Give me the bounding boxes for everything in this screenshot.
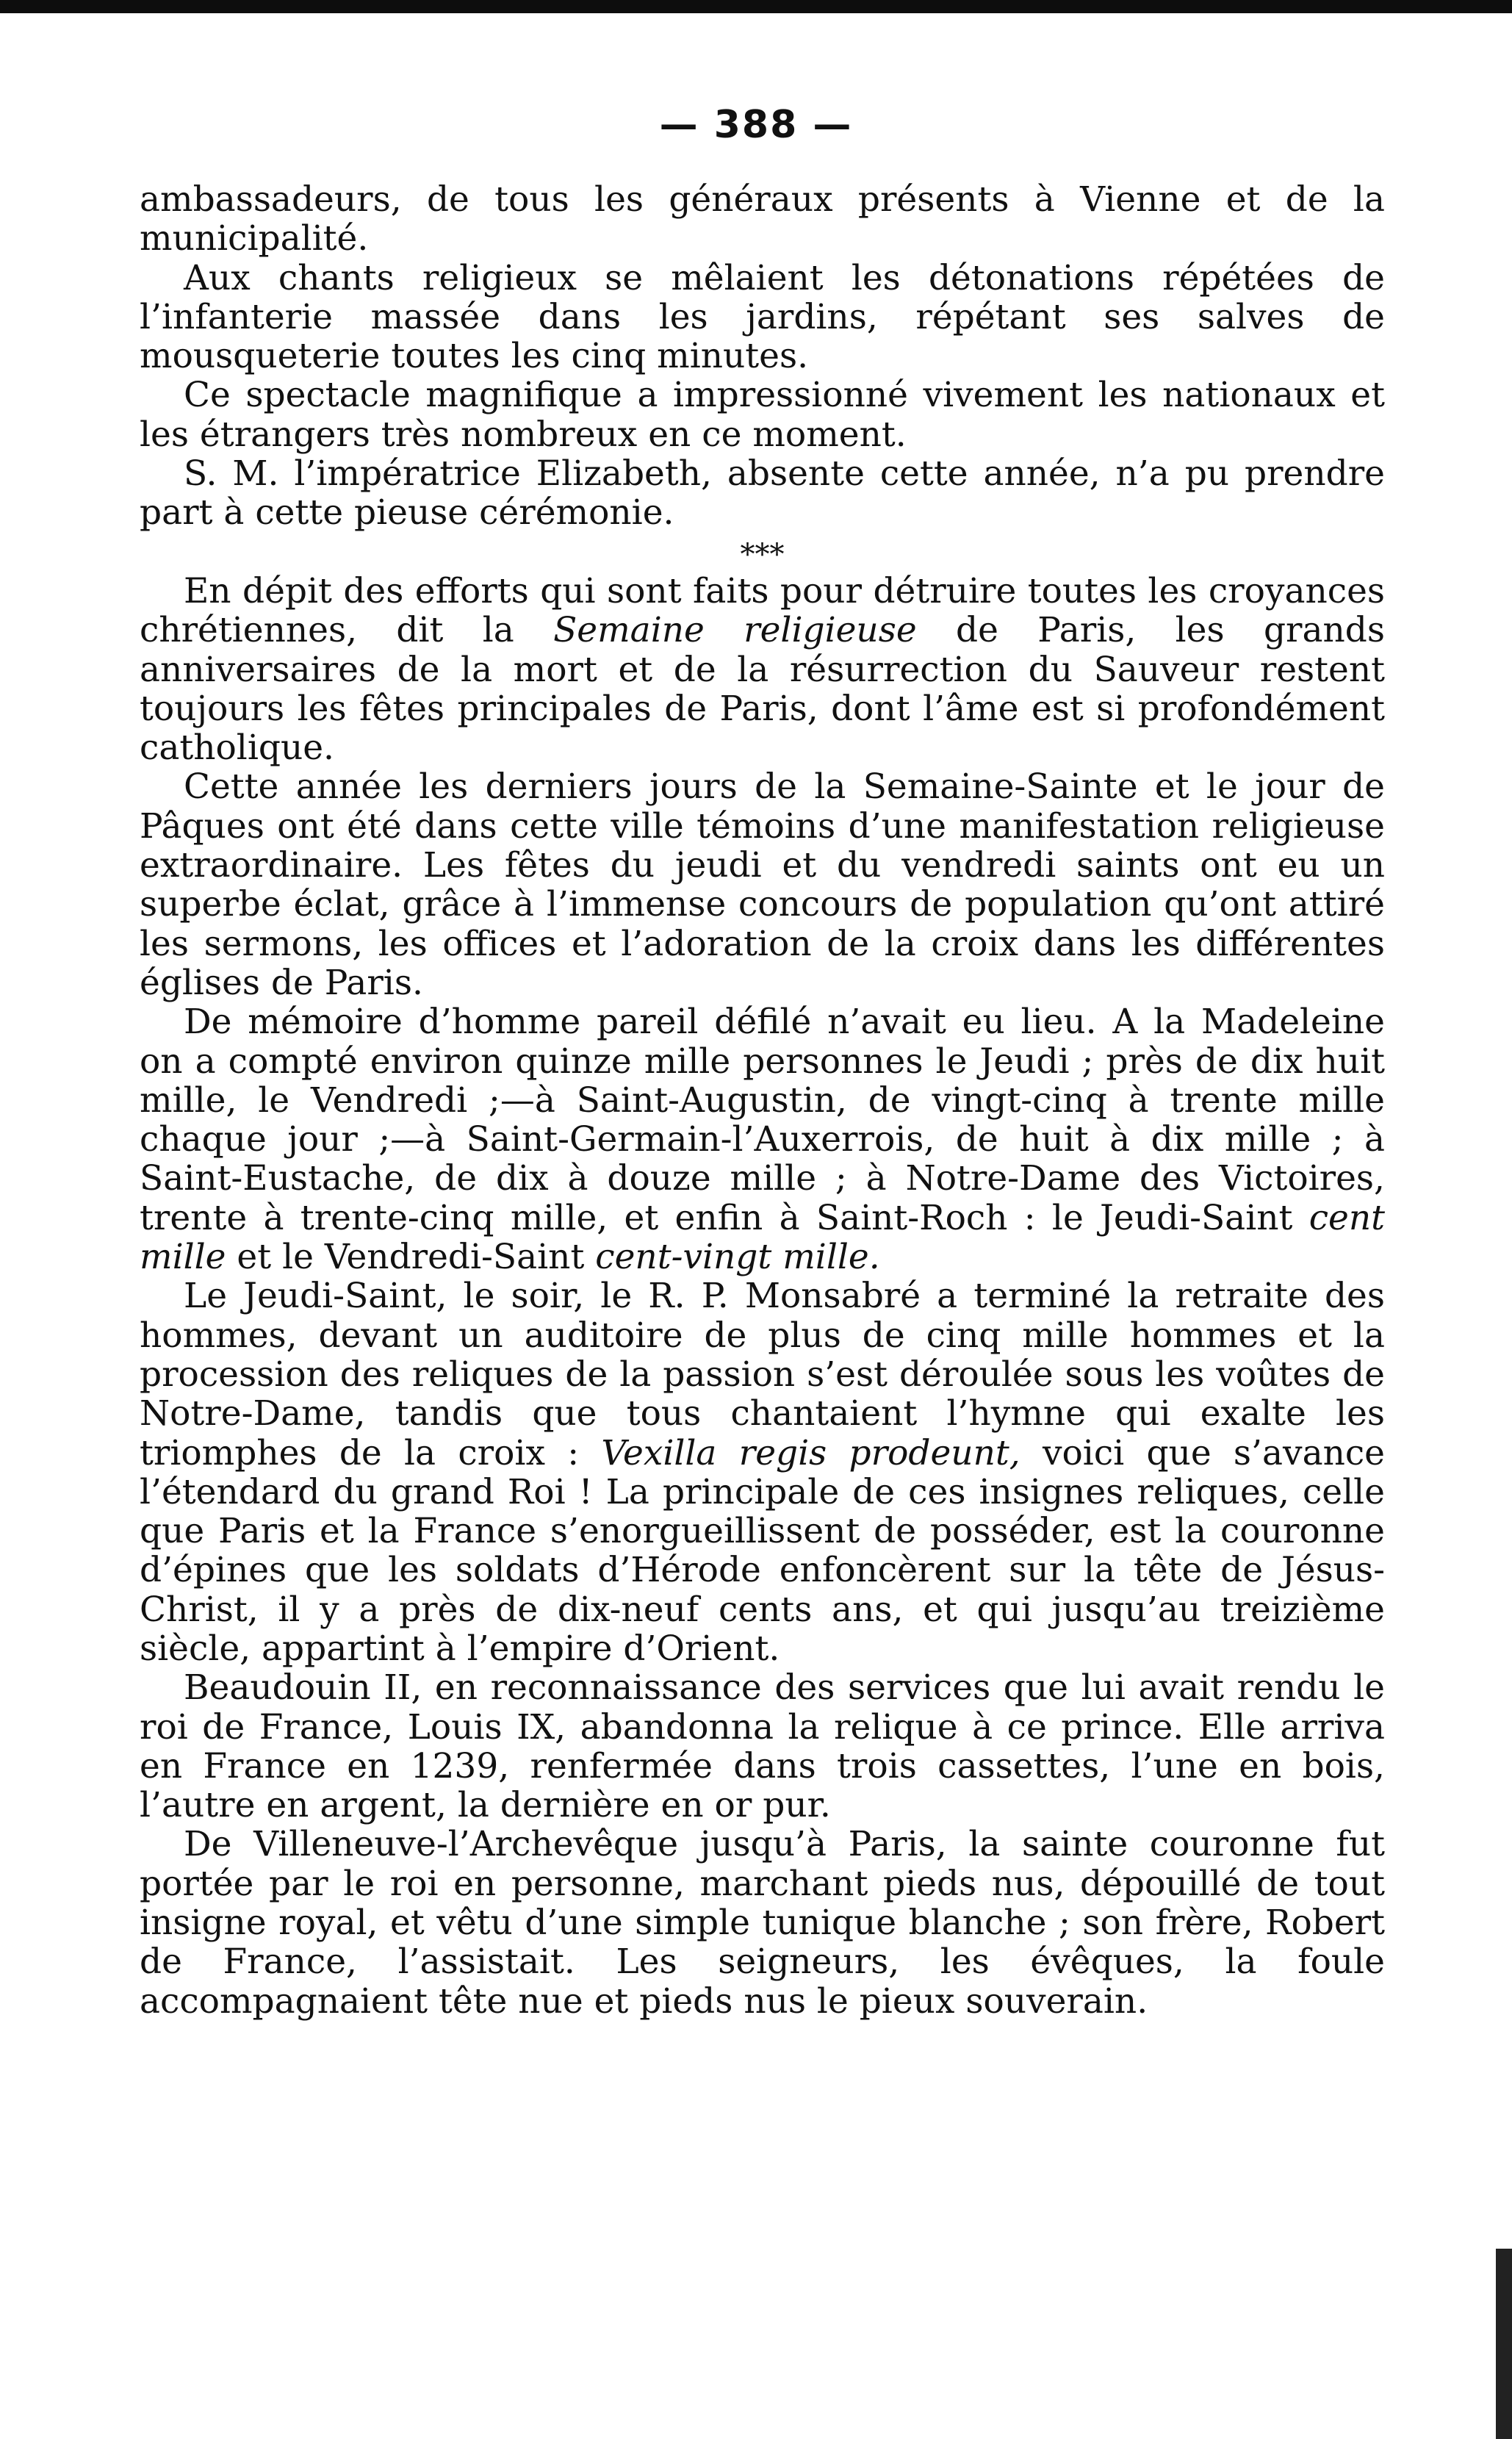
latin-hymn-title: Vexilla regis prodeunt, (601, 1432, 1020, 1473)
page-number: — 388 — (659, 103, 853, 147)
text-run: Le Jeudi-Saint, le soir, le R. P. Monsabré a terminé la retraite des hommes, devant un auditoire de plus de cinq mille hommes et la procession des reliques de la passion s’est déroulée sous les voûtes de Notre-Dame, tandis que tous chantaient l’hymne qui exalte les triomphes de la croix : (140, 1276, 1385, 1473)
paragraph-jeudi-saint (140, 1276, 1385, 1668)
text-run: et le Vendredi-Saint (226, 1237, 596, 1278)
paragraph-chants: Aux chants religieux se mêlaient les détonations répétées de l’infanterie massée dans les jardins, répétant ses salves de mousqueterie toutes les cinq minutes. (140, 257, 1385, 377)
asterism: *** (740, 537, 785, 572)
emphasis-cent-mille: cent mille (140, 1197, 1385, 1278)
paragraph-imperatrice: S. M. l’impératrice Elizabeth, absente cette année, n’a pu prendre part à cette pieuse cérémonie. (140, 453, 1385, 534)
paragraph-continuation: ambassadeurs, de tous les généraux présents à Vienne et de la municipalité. (140, 179, 1385, 259)
paragraph-spectacle: Ce spectacle magnifique a impressionné vivement les nationaux et les étrangers très nombreux en ce moment. (140, 375, 1385, 455)
paragraph-depit (140, 572, 1385, 767)
text-run: De mémoire d’homme pareil défilé n’avait eu lieu. A la Madeleine on a compté environ quinze mille personnes le Jeudi ; près de dix huit mille, le Vendredi ;—à Saint-Augustin, de vingt-cinq à trente mille chaque jour ;—à Saint-Germain-l’Auxerrois, de huit à dix mille ; à Saint-Eustache, de dix à douze mille ; à Notre-Dame des Victoires, trente à trente-cinq mille, et enfin à Saint-Roch : le Jeudi-Saint (140, 1002, 1385, 1238)
paragraph-villeneuve: De Villeneuve-l’Archevêque jusqu’à Paris, la sainte couronne fut portée par le roi en personne, marchant pieds nus, dépouillé de tout insigne royal, et vêtu d’une simple tunique blanche ; son frère, Robert de France, l’assistait. Les seigneurs, les évêques, la foule accompagnaient tête nue et pieds nus le pieux souverain. (140, 1824, 1385, 2022)
emphasis-cent-vingt-mille: cent-vingt mille. (595, 1237, 880, 1278)
paragraph-beaudouin: Beaudouin II, en reconnaissance des services que lui avait rendu le roi de France, Louis IX, abandonna la relique à ce prince. Elle arriva en France en 1239, renfermée dans trois cassettes, l’une en bois, l’autre en argent, la dernière en or pur. (140, 1667, 1385, 1826)
publication-title: Semaine religieuse (553, 610, 917, 651)
page-body (140, 180, 1385, 2021)
paragraph-semaine-sainte: Cette année les derniers jours de la Semaine-Sainte et le jour de Pâques ont été dans cette ville témoins d’une manifestation religieuse extraordinaire. Les fêtes du jeudi et du vendredi saints ont eu un superbe éclat, grâce à l’immense concours de population qu’ont attiré les sermons, les offices et l’adoration de la croix dans les différentes églises de Paris. (140, 766, 1385, 1003)
page-edge-shadow (1496, 2249, 1512, 2439)
paragraph-memoire (140, 1002, 1385, 1276)
top-border-rule (0, 0, 1512, 13)
section-separator (140, 533, 1385, 572)
text-run: de Paris, les grands anniversaires de la mort et de la résurrection du Sauveur restent toujours les fêtes principales de Paris, dont l’âme est si profondément catholique. (140, 610, 1385, 769)
text-run: voici que s’avance l’étendard du grand Roi ! La principale de ces insignes reliques, celle que Paris et la France s’enorgueillissent de posséder, est la couronne d’épines que les soldats d’Hérode enfoncèrent sur la tête de Jésus-Christ, il y a près de dix-neuf cents ans, et qui jusqu’au treizième siècle, appartint à l’empire d’Orient. (140, 1432, 1385, 1669)
text-run: En dépit des efforts qui sont faits pour détruire toutes les croyances chrétiennes, dit la (140, 570, 1385, 651)
